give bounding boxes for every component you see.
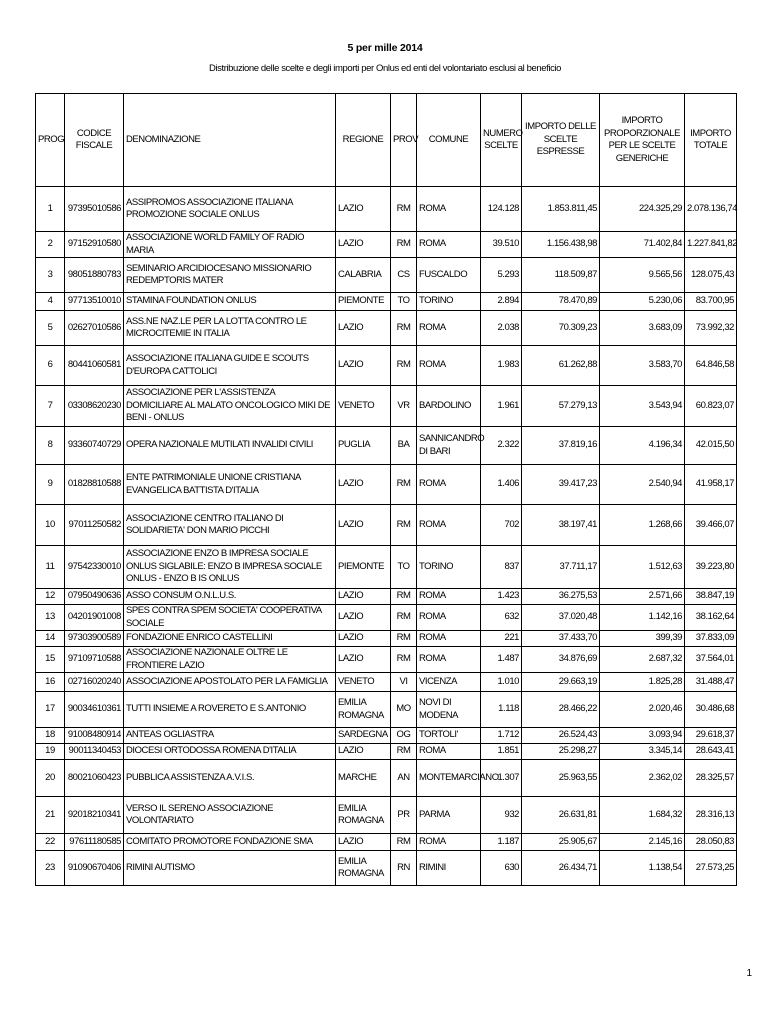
- table-row: [36, 293, 737, 311]
- table-row: [36, 589, 737, 605]
- header-importo-proporzionale: IMPORTO PROPORZIONALE PER LE SCELTE GENERICHE: [600, 94, 685, 187]
- table-row: [36, 465, 737, 505]
- cell-regione: MARCHE: [336, 760, 391, 797]
- cell-numero-scelte: 632: [481, 605, 522, 631]
- cell-importo-totale: 28.325,57: [685, 760, 737, 797]
- cell-comune: ROMA: [417, 647, 481, 673]
- table-body: [36, 187, 737, 886]
- cell-regione: VENETO: [336, 673, 391, 692]
- cell-comune: VICENZA: [417, 673, 481, 692]
- cell-numero-scelte: 1.961: [481, 386, 522, 427]
- cell-prog: 16: [36, 673, 65, 692]
- cell-prog: 17: [36, 692, 65, 728]
- cell-importo-scelte: 26.434,71: [522, 851, 600, 886]
- cell-prov: RM: [391, 311, 417, 346]
- cell-numero-scelte: 5.293: [481, 258, 522, 293]
- cell-prog: 19: [36, 744, 65, 760]
- cell-importo-proporzionale: 1.512,63: [600, 546, 685, 589]
- table-row: [36, 258, 737, 293]
- cell-prov: TO: [391, 546, 417, 589]
- table-row: [36, 692, 737, 728]
- cell-prog: 3: [36, 258, 65, 293]
- cell-importo-totale: 41.958,17: [685, 465, 737, 505]
- cell-comune: SANNICANDRO DI BARI: [417, 427, 481, 465]
- cell-importo-proporzionale: 5.230,06: [600, 293, 685, 311]
- cell-comune: ROMA: [417, 346, 481, 386]
- header-row: [36, 94, 737, 187]
- cell-numero-scelte: 1.187: [481, 834, 522, 851]
- cell-comune: ROMA: [417, 232, 481, 258]
- cell-prov: MO: [391, 692, 417, 728]
- table-row: [36, 346, 737, 386]
- cell-numero-scelte: 1.010: [481, 673, 522, 692]
- cell-regione: LAZIO: [336, 744, 391, 760]
- cell-prov: RM: [391, 465, 417, 505]
- cell-importo-scelte: 38.197,41: [522, 505, 600, 546]
- cell-comune: TORTOLI': [417, 728, 481, 744]
- cell-codice-fiscale: 90034610361: [65, 692, 124, 728]
- cell-prog: 7: [36, 386, 65, 427]
- cell-numero-scelte: 1.406: [481, 465, 522, 505]
- table-row: [36, 546, 737, 589]
- cell-prov: RM: [391, 346, 417, 386]
- cell-codice-fiscale: 07950490636: [65, 589, 124, 605]
- cell-comune: ROMA: [417, 505, 481, 546]
- cell-importo-scelte: 70.309,23: [522, 311, 600, 346]
- cell-importo-totale: 38.162,64: [685, 605, 737, 631]
- cell-prog: 11: [36, 546, 65, 589]
- cell-codice-fiscale: 02716020240: [65, 673, 124, 692]
- table-row: [36, 605, 737, 631]
- cell-importo-scelte: 26.524,43: [522, 728, 600, 744]
- cell-regione: LAZIO: [336, 631, 391, 647]
- header-codice-fiscale: CODICE FISCALE: [65, 94, 124, 187]
- cell-comune: RIMINI: [417, 851, 481, 886]
- cell-denominazione: STAMINA FOUNDATION ONLUS: [124, 293, 336, 311]
- cell-denominazione: RIMINI AUTISMO: [124, 851, 336, 886]
- cell-comune: ROMA: [417, 605, 481, 631]
- cell-importo-scelte: 26.631,81: [522, 797, 600, 834]
- cell-prov: OG: [391, 728, 417, 744]
- cell-importo-scelte: 37.711,17: [522, 546, 600, 589]
- cell-prog: 22: [36, 834, 65, 851]
- cell-importo-scelte: 1.156.438,98: [522, 232, 600, 258]
- cell-importo-totale: 28.050,83: [685, 834, 737, 851]
- table-row: [36, 232, 737, 258]
- cell-importo-scelte: 25.963,55: [522, 760, 600, 797]
- cell-prog: 2: [36, 232, 65, 258]
- cell-importo-totale: 39.466,07: [685, 505, 737, 546]
- cell-regione: EMILIA ROMAGNA: [336, 692, 391, 728]
- cell-importo-scelte: 25.298,27: [522, 744, 600, 760]
- cell-numero-scelte: 2.038: [481, 311, 522, 346]
- cell-prov: PR: [391, 797, 417, 834]
- header-regione: REGIONE: [336, 94, 391, 187]
- cell-codice-fiscale: 97109710588: [65, 647, 124, 673]
- cell-importo-totale: 64.846,58: [685, 346, 737, 386]
- cell-prog: 9: [36, 465, 65, 505]
- header-prov: PROV: [391, 94, 417, 187]
- cell-codice-fiscale: 80021060423: [65, 760, 124, 797]
- cell-comune: BARDOLINO: [417, 386, 481, 427]
- cell-numero-scelte: 39.510: [481, 232, 522, 258]
- table-row: [36, 673, 737, 692]
- cell-prog: 15: [36, 647, 65, 673]
- cell-importo-totale: 28.643,41: [685, 744, 737, 760]
- cell-comune: ROMA: [417, 589, 481, 605]
- cell-importo-scelte: 36.275,53: [522, 589, 600, 605]
- cell-denominazione: ASS.NE NAZ.LE PER LA LOTTA CONTRO LE MICROCITEMIE IN ITALIA: [124, 311, 336, 346]
- cell-prog: 18: [36, 728, 65, 744]
- cell-importo-scelte: 118.509,87: [522, 258, 600, 293]
- cell-importo-proporzionale: 4.196,34: [600, 427, 685, 465]
- cell-denominazione: ASSOCIAZIONE PER L'ASSISTENZA DOMICILIARE AL MALATO ONCOLOGICO MIKI DE BENI - ONLUS: [124, 386, 336, 427]
- cell-importo-totale: 28.316,13: [685, 797, 737, 834]
- cell-importo-proporzionale: 2.687,32: [600, 647, 685, 673]
- cell-regione: SARDEGNA: [336, 728, 391, 744]
- cell-importo-proporzionale: 2.571,66: [600, 589, 685, 605]
- cell-comune: ROMA: [417, 465, 481, 505]
- cell-importo-proporzionale: 9.565,56: [600, 258, 685, 293]
- table-row: [36, 797, 737, 834]
- cell-prog: 1: [36, 187, 65, 232]
- header-comune: COMUNE: [417, 94, 481, 187]
- cell-importo-totale: 30.486,68: [685, 692, 737, 728]
- cell-regione: LAZIO: [336, 465, 391, 505]
- cell-prov: TO: [391, 293, 417, 311]
- cell-regione: LAZIO: [336, 346, 391, 386]
- cell-prog: 13: [36, 605, 65, 631]
- cell-codice-fiscale: 97713510010: [65, 293, 124, 311]
- cell-regione: LAZIO: [336, 605, 391, 631]
- cell-prov: BA: [391, 427, 417, 465]
- table-row: [36, 505, 737, 546]
- cell-importo-totale: 60.823,07: [685, 386, 737, 427]
- cell-codice-fiscale: 91008480914: [65, 728, 124, 744]
- cell-codice-fiscale: 97395010586: [65, 187, 124, 232]
- cell-numero-scelte: 630: [481, 851, 522, 886]
- cell-regione: LAZIO: [336, 187, 391, 232]
- cell-codice-fiscale: 97011250582: [65, 505, 124, 546]
- cell-regione: LAZIO: [336, 589, 391, 605]
- cell-denominazione: ASSO CONSUM O.N.L.U.S.: [124, 589, 336, 605]
- cell-prov: RM: [391, 589, 417, 605]
- cell-importo-totale: 27.573,25: [685, 851, 737, 886]
- cell-numero-scelte: 2.322: [481, 427, 522, 465]
- cell-numero-scelte: 1.851: [481, 744, 522, 760]
- header-prog: PROG: [36, 94, 65, 187]
- cell-denominazione: COMITATO PROMOTORE FONDAZIONE SMA: [124, 834, 336, 851]
- cell-numero-scelte: 1.983: [481, 346, 522, 386]
- cell-regione: LAZIO: [336, 232, 391, 258]
- cell-importo-proporzionale: 1.825,28: [600, 673, 685, 692]
- cell-denominazione: ANTEAS OGLIASTRA: [124, 728, 336, 744]
- cell-codice-fiscale: 97611180585: [65, 834, 124, 851]
- cell-importo-totale: 29.618,37: [685, 728, 737, 744]
- cell-importo-scelte: 57.279,13: [522, 386, 600, 427]
- cell-prog: 4: [36, 293, 65, 311]
- cell-prov: RM: [391, 232, 417, 258]
- cell-denominazione: DIOCESI ORTODOSSA ROMENA D'ITALIA: [124, 744, 336, 760]
- cell-denominazione: ASSIPROMOS ASSOCIAZIONE ITALIANA PROMOZIONE SOCIALE ONLUS: [124, 187, 336, 232]
- cell-denominazione: OPERA NAZIONALE MUTILATI INVALIDI CIVILI: [124, 427, 336, 465]
- cell-prov: RM: [391, 505, 417, 546]
- cell-denominazione: ASSOCIAZIONE ENZO B IMPRESA SOCIALE ONLUS SIGLABILE: ENZO B IMPRESA SOCIALE ONLUS - ENZO B IS ONLUS: [124, 546, 336, 589]
- cell-importo-proporzionale: 1.138,54: [600, 851, 685, 886]
- cell-denominazione: ASSOCIAZIONE CENTRO ITALIANO DI SOLIDARIETA' DON MARIO PICCHI: [124, 505, 336, 546]
- cell-importo-totale: 2.078.136,74: [685, 187, 737, 232]
- cell-importo-scelte: 34.876,69: [522, 647, 600, 673]
- cell-importo-scelte: 37.433,70: [522, 631, 600, 647]
- cell-comune: ROMA: [417, 744, 481, 760]
- table-row: [36, 311, 737, 346]
- cell-prov: RN: [391, 851, 417, 886]
- cell-comune: FUSCALDO: [417, 258, 481, 293]
- cell-prov: RM: [391, 187, 417, 232]
- cell-prov: AN: [391, 760, 417, 797]
- cell-codice-fiscale: 91090670406: [65, 851, 124, 886]
- cell-prov: RM: [391, 631, 417, 647]
- cell-numero-scelte: 837: [481, 546, 522, 589]
- cell-regione: PUGLIA: [336, 427, 391, 465]
- cell-importo-totale: 39.223,80: [685, 546, 737, 589]
- header-importo-scelte: IMPORTO DELLE SCELTE ESPRESSE: [522, 94, 600, 187]
- cell-importo-totale: 73.992,32: [685, 311, 737, 346]
- cell-numero-scelte: 221: [481, 631, 522, 647]
- cell-importo-scelte: 39.417,23: [522, 465, 600, 505]
- cell-importo-proporzionale: 399,39: [600, 631, 685, 647]
- table-row: [36, 728, 737, 744]
- cell-importo-scelte: 61.262,88: [522, 346, 600, 386]
- cell-prog: 12: [36, 589, 65, 605]
- cell-denominazione: TUTTI INSIEME A ROVERETO E S.ANTONIO: [124, 692, 336, 728]
- cell-importo-proporzionale: 3.345,14: [600, 744, 685, 760]
- cell-prog: 23: [36, 851, 65, 886]
- cell-prog: 8: [36, 427, 65, 465]
- cell-importo-proporzionale: 2.145,16: [600, 834, 685, 851]
- cell-regione: LAZIO: [336, 505, 391, 546]
- cell-importo-proporzionale: 224.325,29: [600, 187, 685, 232]
- cell-comune: ROMA: [417, 311, 481, 346]
- cell-numero-scelte: 1.712: [481, 728, 522, 744]
- cell-importo-totale: 37.833,09: [685, 631, 737, 647]
- cell-prov: RM: [391, 744, 417, 760]
- cell-codice-fiscale: 97542330010: [65, 546, 124, 589]
- cell-importo-totale: 42.015,50: [685, 427, 737, 465]
- cell-regione: CALABRIA: [336, 258, 391, 293]
- cell-numero-scelte: 932: [481, 797, 522, 834]
- cell-denominazione: ASSOCIAZIONE APOSTOLATO PER LA FAMIGLIA: [124, 673, 336, 692]
- cell-codice-fiscale: 97303900589: [65, 631, 124, 647]
- table-row: [36, 386, 737, 427]
- cell-prov: CS: [391, 258, 417, 293]
- cell-importo-proporzionale: 3.093,94: [600, 728, 685, 744]
- cell-codice-fiscale: 01828810588: [65, 465, 124, 505]
- table-row: [36, 427, 737, 465]
- cell-comune: TORINO: [417, 293, 481, 311]
- cell-importo-proporzionale: 2.020,46: [600, 692, 685, 728]
- cell-codice-fiscale: 02627010586: [65, 311, 124, 346]
- cell-numero-scelte: 1.423: [481, 589, 522, 605]
- cell-prog: 20: [36, 760, 65, 797]
- cell-prov: VI: [391, 673, 417, 692]
- cell-comune: MONTEMARCIANO: [417, 760, 481, 797]
- cell-importo-totale: 1.227.841,82: [685, 232, 737, 258]
- cell-importo-proporzionale: 1.268,66: [600, 505, 685, 546]
- cell-importo-totale: 37.564,01: [685, 647, 737, 673]
- cell-comune: ROMA: [417, 187, 481, 232]
- cell-prov: VR: [391, 386, 417, 427]
- cell-codice-fiscale: 98051880783: [65, 258, 124, 293]
- cell-denominazione: ASSOCIAZIONE NAZIONALE OLTRE LE FRONTIERE LAZIO: [124, 647, 336, 673]
- cell-prog: 10: [36, 505, 65, 546]
- cell-importo-proporzionale: 3.583,70: [600, 346, 685, 386]
- table-row: [36, 760, 737, 797]
- cell-denominazione: ENTE PATRIMONIALE UNIONE CRISTIANA EVANGELICA BATTISTA D'ITALIA: [124, 465, 336, 505]
- cell-codice-fiscale: 80441060581: [65, 346, 124, 386]
- table-row: [36, 744, 737, 760]
- table-row: [36, 187, 737, 232]
- cell-prov: RM: [391, 834, 417, 851]
- cell-importo-proporzionale: 2.362,02: [600, 760, 685, 797]
- cell-importo-proporzionale: 3.543,94: [600, 386, 685, 427]
- cell-numero-scelte: 2.894: [481, 293, 522, 311]
- table-row: [36, 834, 737, 851]
- header-numero-scelte: NUMERO SCELTE: [481, 94, 522, 187]
- cell-regione: PIEMONTE: [336, 546, 391, 589]
- cell-importo-scelte: 25.905,67: [522, 834, 600, 851]
- cell-importo-proporzionale: 1.684,32: [600, 797, 685, 834]
- cell-numero-scelte: 1.307: [481, 760, 522, 797]
- cell-comune: PARMA: [417, 797, 481, 834]
- cell-comune: TORINO: [417, 546, 481, 589]
- cell-importo-scelte: 29.663,19: [522, 673, 600, 692]
- cell-regione: EMILIA ROMAGNA: [336, 797, 391, 834]
- cell-codice-fiscale: 92018210341: [65, 797, 124, 834]
- cell-codice-fiscale: 93360740729: [65, 427, 124, 465]
- cell-prog: 21: [36, 797, 65, 834]
- cell-importo-proporzionale: 3.683,09: [600, 311, 685, 346]
- cell-denominazione: PUBBLICA ASSISTENZA A.V.I.S.: [124, 760, 336, 797]
- header-denominazione: DENOMINAZIONE: [124, 94, 336, 187]
- table-row: [36, 851, 737, 886]
- cell-prog: 5: [36, 311, 65, 346]
- cell-importo-scelte: 28.466,22: [522, 692, 600, 728]
- table-row: [36, 647, 737, 673]
- cell-prov: RM: [391, 605, 417, 631]
- document-title: 5 per mille 2014: [347, 42, 423, 54]
- cell-regione: LAZIO: [336, 834, 391, 851]
- cell-denominazione: FONDAZIONE ENRICO CASTELLINI: [124, 631, 336, 647]
- cell-importo-totale: 31.488,47: [685, 673, 737, 692]
- cell-prog: 6: [36, 346, 65, 386]
- cell-codice-fiscale: 04201901008: [65, 605, 124, 631]
- cell-importo-totale: 128.075,43: [685, 258, 737, 293]
- beneficiaries-table: [35, 93, 737, 886]
- cell-numero-scelte: 1.118: [481, 692, 522, 728]
- cell-numero-scelte: 702: [481, 505, 522, 546]
- cell-denominazione: ASSOCIAZIONE ITALIANA GUIDE E SCOUTS D'EUROPA CATTOLICI: [124, 346, 336, 386]
- cell-codice-fiscale: 90011340453: [65, 744, 124, 760]
- cell-regione: EMILIA ROMAGNA: [336, 851, 391, 886]
- cell-importo-totale: 38.847,19: [685, 589, 737, 605]
- cell-importo-scelte: 78.470,89: [522, 293, 600, 311]
- cell-prog: 14: [36, 631, 65, 647]
- cell-regione: PIEMONTE: [336, 293, 391, 311]
- cell-importo-scelte: 37.020,48: [522, 605, 600, 631]
- table-header: [36, 94, 737, 187]
- page-number: 1: [746, 968, 752, 979]
- cell-regione: LAZIO: [336, 647, 391, 673]
- cell-denominazione: SEMINARIO ARCIDIOCESANO MISSIONARIO REDEMPTORIS MATER: [124, 258, 336, 293]
- cell-prov: RM: [391, 647, 417, 673]
- cell-codice-fiscale: 03308620230: [65, 386, 124, 427]
- cell-importo-proporzionale: 1.142,16: [600, 605, 685, 631]
- cell-importo-scelte: 1.853.811,45: [522, 187, 600, 232]
- cell-importo-scelte: 37.819,16: [522, 427, 600, 465]
- table-row: [36, 631, 737, 647]
- document-subtitle: Distribuzione delle scelte e degli importi per Onlus ed enti del volontariato esclusi al beneficio: [208, 63, 562, 74]
- cell-denominazione: SPES CONTRA SPEM SOCIETA' COOPERATIVA SOCIALE: [124, 605, 336, 631]
- cell-regione: VENETO: [336, 386, 391, 427]
- cell-numero-scelte: 124.128: [481, 187, 522, 232]
- cell-importo-totale: 83.700,95: [685, 293, 737, 311]
- cell-regione: LAZIO: [336, 311, 391, 346]
- cell-denominazione: VERSO IL SERENO ASSOCIAZIONE VOLONTARIATO: [124, 797, 336, 834]
- cell-codice-fiscale: 97152910580: [65, 232, 124, 258]
- cell-comune: NOVI DI MODENA: [417, 692, 481, 728]
- header-importo-totale: IMPORTO TOTALE: [685, 94, 737, 187]
- cell-comune: ROMA: [417, 834, 481, 851]
- cell-denominazione: ASSOCIAZIONE WORLD FAMILY OF RADIO MARIA: [124, 232, 336, 258]
- cell-importo-proporzionale: 71.402,84: [600, 232, 685, 258]
- cell-numero-scelte: 1.487: [481, 647, 522, 673]
- cell-importo-proporzionale: 2.540,94: [600, 465, 685, 505]
- cell-comune: ROMA: [417, 631, 481, 647]
